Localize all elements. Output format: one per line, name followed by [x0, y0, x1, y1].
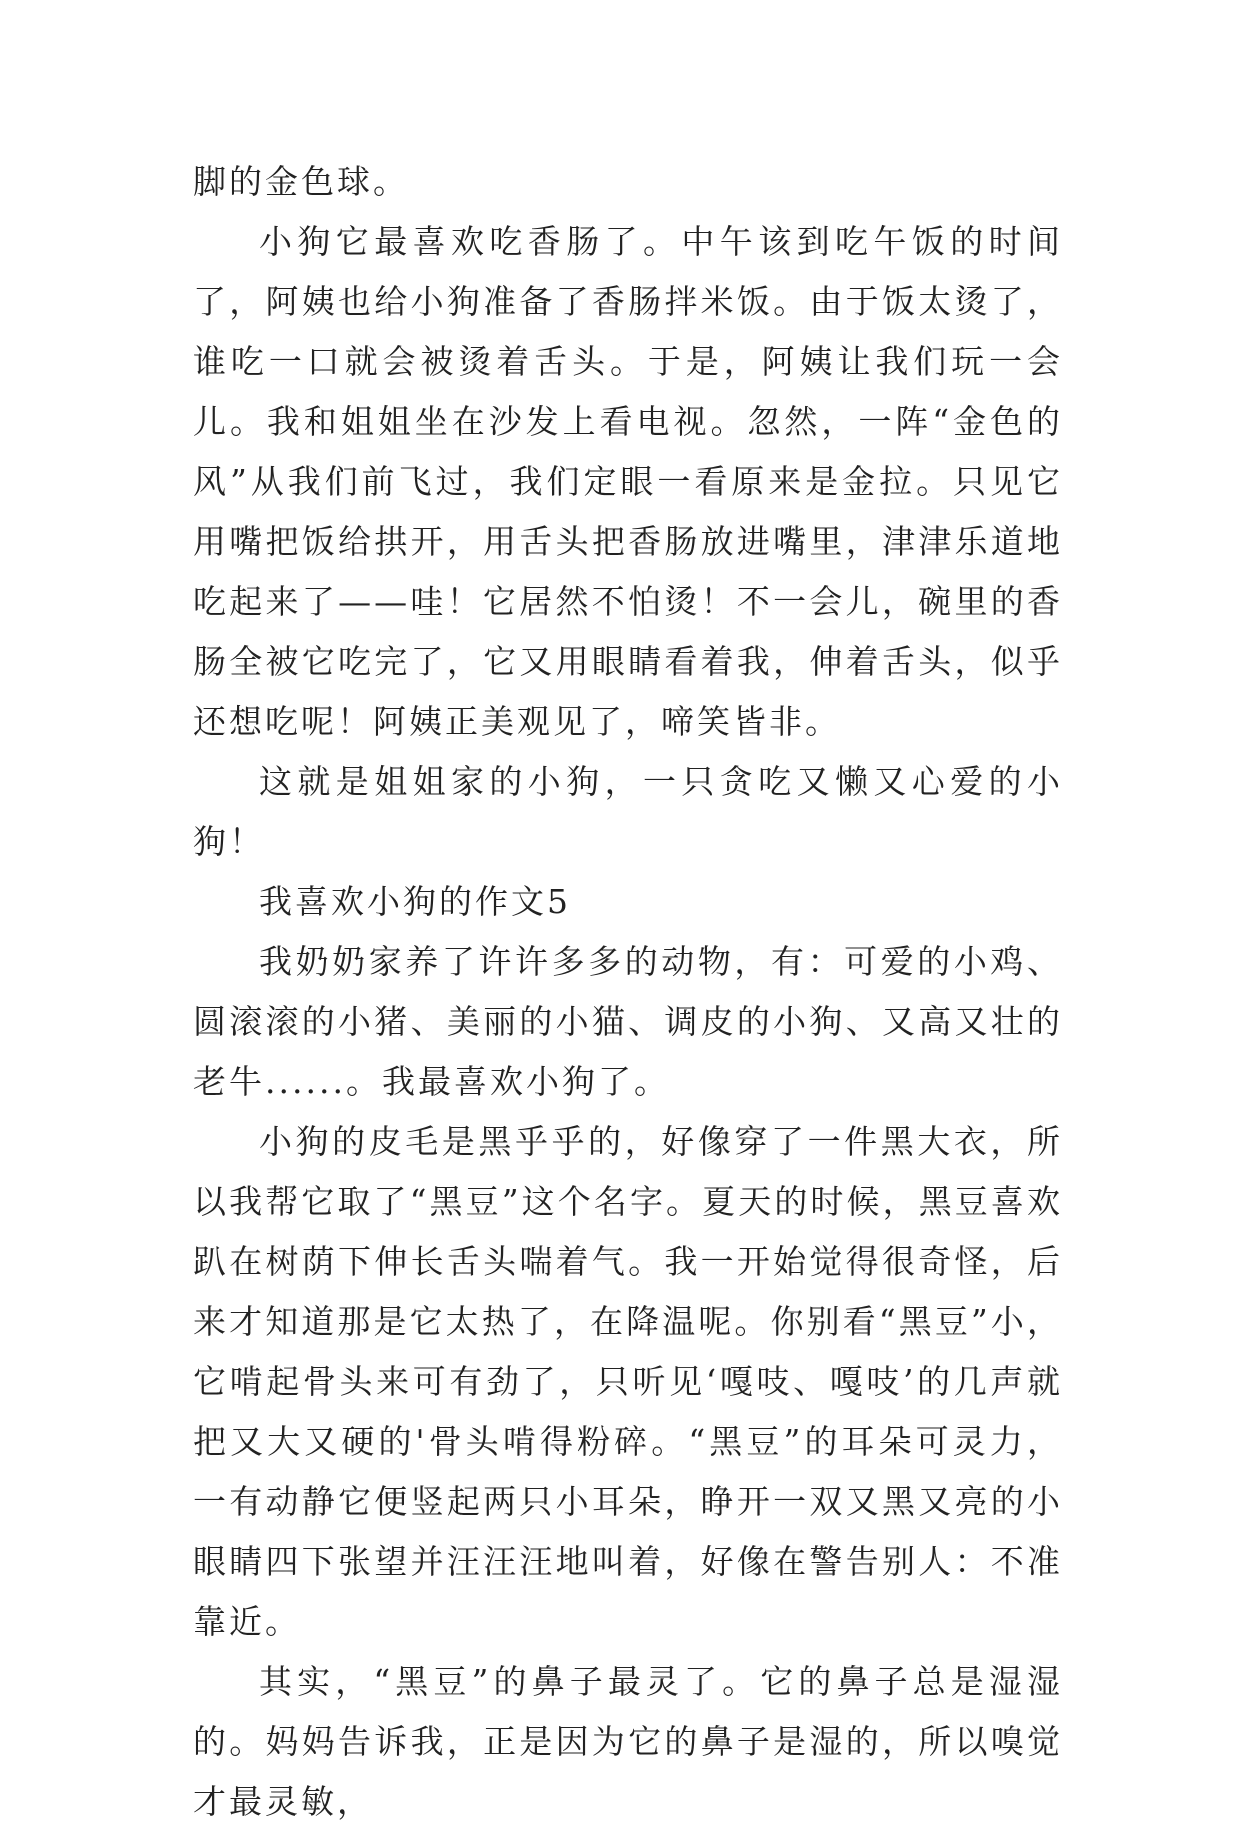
paragraph: 小狗它最喜欢吃香肠了。中午该到吃午饭的时间了，阿姨也给小狗准备了香肠拌米饭。由于饭太烫了，谁吃一口就会被烫着舌头。于是，阿姨让我们玩一会儿。我和姐姐坐在沙发上看电视。忽然，一阵“金色的风”从我们前飞过，我们定眼一看原来是金拉。只见它用嘴把饭给拱开，用舌头把香肠放进嘴里，津津乐道地吃起来了——哇！它居然不怕烫！不一会儿，碗里的香肠全被它吃完了，它又用眼睛看着我，伸着舌头，似乎还想吃呢！阿姨正美观见了，啼笑皆非。	[193, 222, 1063, 741]
paragraph: 其实，“黑豆”的鼻子最灵了。它的鼻子总是湿湿的。妈妈告诉我，正是因为它的鼻子是湿的，所以嗅觉才最灵敏，	[193, 1662, 1063, 1821]
essay-body	[193, 152, 1063, 1832]
section-heading: 我喜欢小狗的作文5	[259, 882, 571, 921]
paragraph: 小狗的皮毛是黑乎乎的，好像穿了一件黑大衣，所以我帮它取了“黑豆”这个名字。夏天的时候，黑豆喜欢趴在树荫下伸长舌头喘着气。我一开始觉得很奇怪，后来才知道那是它太热了，在降温呢。你别看“黑豆”小，它啃起骨头来可有劲了，只听见‘嘎吱、嘎吱’的几声就把又大又硬的'骨头啃得粉碎。“黑豆”的耳朵可灵力，一有动静它便竖起两只小耳朵，睁开一双又黑又亮的小眼睛四下张望并汪汪汪地叫着，好像在警告别人：不准靠近。	[193, 1122, 1063, 1641]
paragraph: 脚的金色球。	[193, 162, 409, 201]
paragraph: 这就是姐姐家的小狗，一只贪吃又懒又心爱的小狗！	[193, 762, 1063, 861]
paragraph: 我奶奶家养了许许多多的动物，有：可爱的小鸡、圆滚滚的小猪、美丽的小猫、调皮的小狗、又高又壮的老牛......。我最喜欢小狗了。	[193, 942, 1063, 1101]
